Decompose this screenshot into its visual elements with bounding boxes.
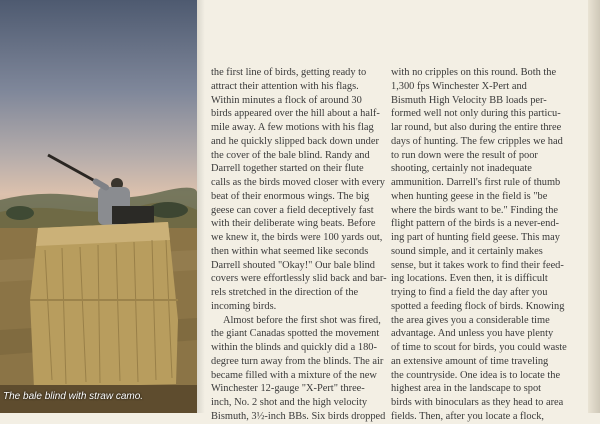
text-line: the area gives you a considerable time [391,314,550,326]
text-line: within the blinds and quickly did a 180- [211,342,377,353]
text-line: attract their attention with his flags. [211,80,359,92]
text-line: mile away. A few motions with his flag [211,122,374,133]
text-line: fields. Then, after you locate a flock, [391,410,545,422]
text-line: beat of their enormous wings. The big [211,190,370,202]
text-line: of time to scout for birds, you could waste [391,342,567,353]
text-line: the countryside. One idea is to locate the [391,369,561,381]
text-line: Darrell shouted "Okay!" Our bale blind [211,259,376,271]
text-line: sound simple, and it certainly makes [391,245,543,257]
text-column-2 [391,66,566,424]
text-line: 1,300 fps Winchester X-Pert and [391,80,527,92]
text-line: the first line of birds, getting ready to [211,67,367,78]
text-line: Darrell together started on their flute [211,163,364,175]
text-line: spotted a feeding flock of birds. Knowing [391,300,565,312]
text-line: where the birds want to be." Finding the [391,204,558,216]
text-line: Bismuth High Velocity BB loads per- [391,94,547,106]
text-line: ammunition. Darrell's first rule of thumb [391,177,561,188]
text-column-1 [211,66,386,424]
text-line: shooting, certainly not inadequate [391,163,532,175]
text-line: flight pattern of the birds is a never-end- [391,218,560,230]
text-line: birds appeared over the hill about a half- [211,108,380,120]
text-line: inch, No. 2 shot and the high velocity [211,397,368,408]
text-line: formed well not only during this particu- [391,108,561,120]
hunting-photo [0,0,197,413]
text-line: when hunting geese in the field is "be [391,190,548,202]
text-line: rels stretched in the direction of the [211,287,359,298]
text-line: degree turn away from the blinds. The air [211,355,384,367]
text-line: ing locations. Even then, it is difficult [391,273,548,285]
text-line: highest area in the landscape to spot [391,383,542,395]
text-line: we knew it, the birds were 100 yards out, [211,232,383,243]
text-line: became filled with a mixture of the new [211,369,377,381]
text-line: with their deliberate wing beats. Before [211,218,376,230]
text-line: then within what seemed like seconds [211,245,369,257]
text-line: lar round, but also during the entire three [391,122,562,133]
text-line: days of hunting. The few cripples we had [391,135,563,147]
text-line: incoming birds. [211,300,277,312]
text-line: to run down were the result of poor [391,149,538,161]
text-line: the giant Canadas spotted the movement [211,328,380,340]
text-line: Bismuth, 3½-inch BBs. Six birds dropped [211,410,386,422]
bale-blind-illustration [0,0,197,413]
text-line: ing part of hunting field geese. This may [391,232,560,243]
text-line: Within minutes a flock of around 30 [211,94,362,106]
text-line: birds with binoculars as they head to area [391,397,564,408]
text-line: advantage. And unless you have plenty [391,328,554,340]
page-gutter [197,0,205,413]
text-line: with no cripples on this round. Both the [391,67,557,78]
text-line: Winchester 12-gauge "X-Pert" three- [211,383,365,395]
text-line: the cover of the bale blind. Randy and [211,149,370,161]
page-edge [588,0,600,413]
text-line: Almost before the first shot was fired, [223,314,381,326]
text-line: covers were effortlessly slid back and bar- [211,273,387,285]
text-line: and he quickly slipped back down under [211,135,379,147]
text-line: calls as the birds moved closer with every [211,177,385,188]
photo-caption: The bale blind with straw camo. [3,391,144,402]
text-line: sense, but it takes work to find their feed- [391,259,564,271]
text-line: geese can cover a field deceptively fast [211,204,374,216]
text-line: an extensive amount of time traveling [391,355,549,367]
text-line: trying to find a field the day after you [391,287,548,298]
